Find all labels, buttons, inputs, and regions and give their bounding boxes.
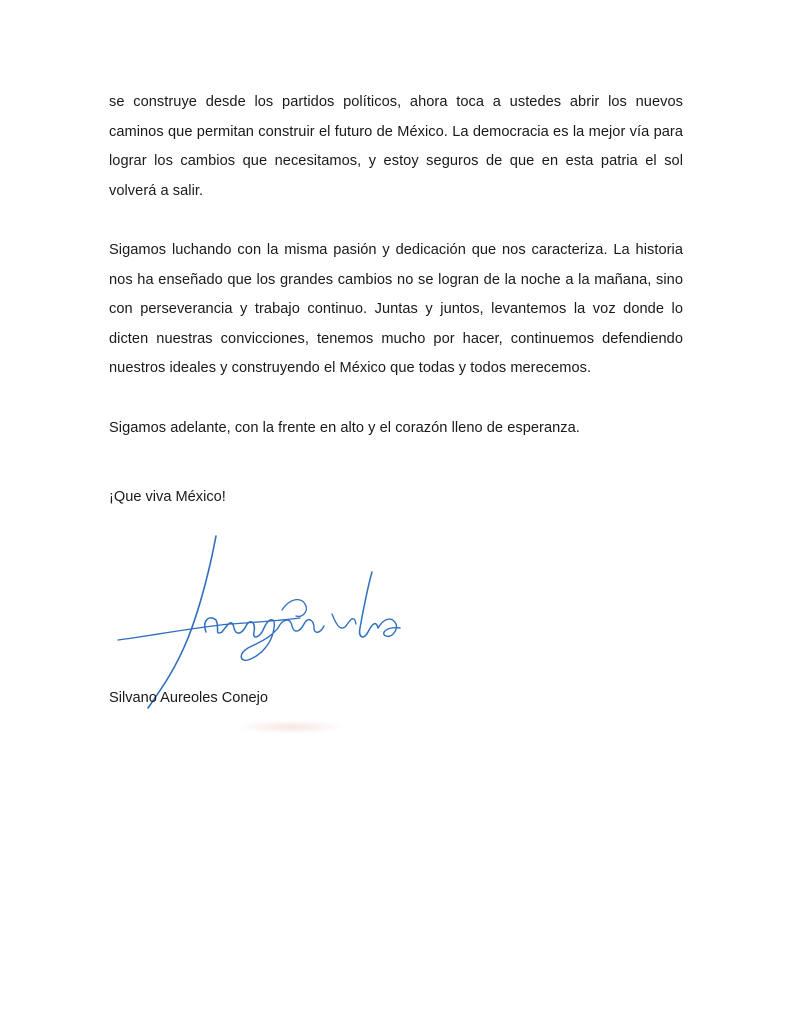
closing-line: ¡Que viva México! bbox=[109, 489, 226, 505]
signature-sweep-stroke bbox=[118, 618, 300, 640]
signature-tall-stroke bbox=[360, 572, 378, 637]
signature-loop-raised bbox=[282, 600, 306, 617]
handwritten-signature bbox=[110, 528, 410, 714]
paragraph-perseverance: Sigamos luchando con la misma pasión y dedicación que nos caracteriza. La historia nos ha enseñado que los grandes cambios no se logran de la noche a la mañana, sino con perseverancia y trabajo continuo. Juntas y juntos, levantemos la voz donde lo dicten nuestras convicciones, tenemos mucho por hacer, continuemos defendiendo nuestros ideales y construyendo el México que todas y todos merecemos. bbox=[109, 242, 683, 376]
signer-name: Silvano Aureoles Conejo bbox=[109, 690, 269, 706]
signature-loops-1 bbox=[205, 618, 264, 637]
signature-tail bbox=[378, 619, 400, 636]
signature-stroke-d bbox=[332, 614, 356, 628]
paragraph-democracy: se construye desde los partidos políticos, ahora toca a ustedes abrir los nuevos caminos que permitan construir el futuro de México. La democracia es la mejor vía para lograr los cambios que necesitamos, y estoy seguros de que en esta patria el sol volverá a salir. bbox=[109, 94, 683, 199]
signature-loops-3 bbox=[278, 620, 324, 633]
paragraph-hope: Sigamos adelante, con la frente en alto y el corazón lleno de esperanza. bbox=[109, 419, 580, 436]
letter-body bbox=[109, 88, 683, 473]
paper-smudge bbox=[236, 720, 346, 734]
